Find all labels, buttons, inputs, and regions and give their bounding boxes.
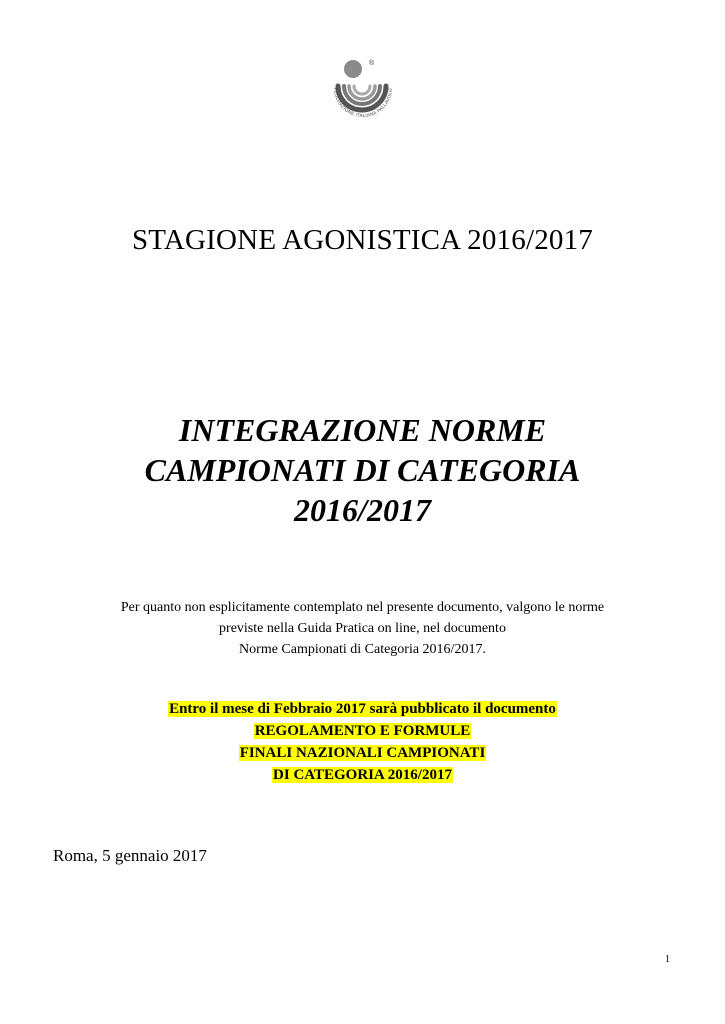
- page-number: 1: [665, 954, 670, 965]
- intro-paragraph: [0, 597, 725, 660]
- notice-line: FINALI NAZIONALI CAMPIONATI: [239, 745, 486, 761]
- notice-line: DI CATEGORIA 2016/2017: [273, 767, 452, 783]
- notice-line: Entro il mese di Febbraio 2017 sarà pubblicato il documento: [169, 701, 556, 717]
- date-line: Roma, 5 gennaio 2017: [53, 846, 207, 865]
- main-title-line: 2016/2017: [294, 492, 431, 528]
- highlighted-notice: [0, 698, 725, 786]
- volleyball-federation-logo-icon: [322, 54, 404, 150]
- main-title: [0, 410, 725, 530]
- main-title-line: INTEGRAZIONE NORME: [178, 412, 547, 448]
- ball-icon: [344, 60, 362, 78]
- registered-mark: ®: [369, 60, 375, 67]
- intro-line: previste nella Guida Pratica on line, nel documento: [219, 621, 506, 636]
- main-title-line: CAMPIONATI DI CATEGORIA: [144, 452, 581, 488]
- season-title: STAGIONE AGONISTICA 2016/2017: [131, 224, 594, 256]
- fipav-logo: [322, 54, 404, 150]
- logo-arc-text: FEDERAZIONE ITALIANA PALLAVOLO: [332, 87, 394, 119]
- notice-line: REGOLAMENTO E FORMULE: [254, 723, 471, 739]
- intro-line: Norme Campionati di Categoria 2016/2017.: [239, 642, 486, 657]
- intro-line: Per quanto non esplicitamente contemplato nel presente documento, valgono le norme: [120, 600, 605, 615]
